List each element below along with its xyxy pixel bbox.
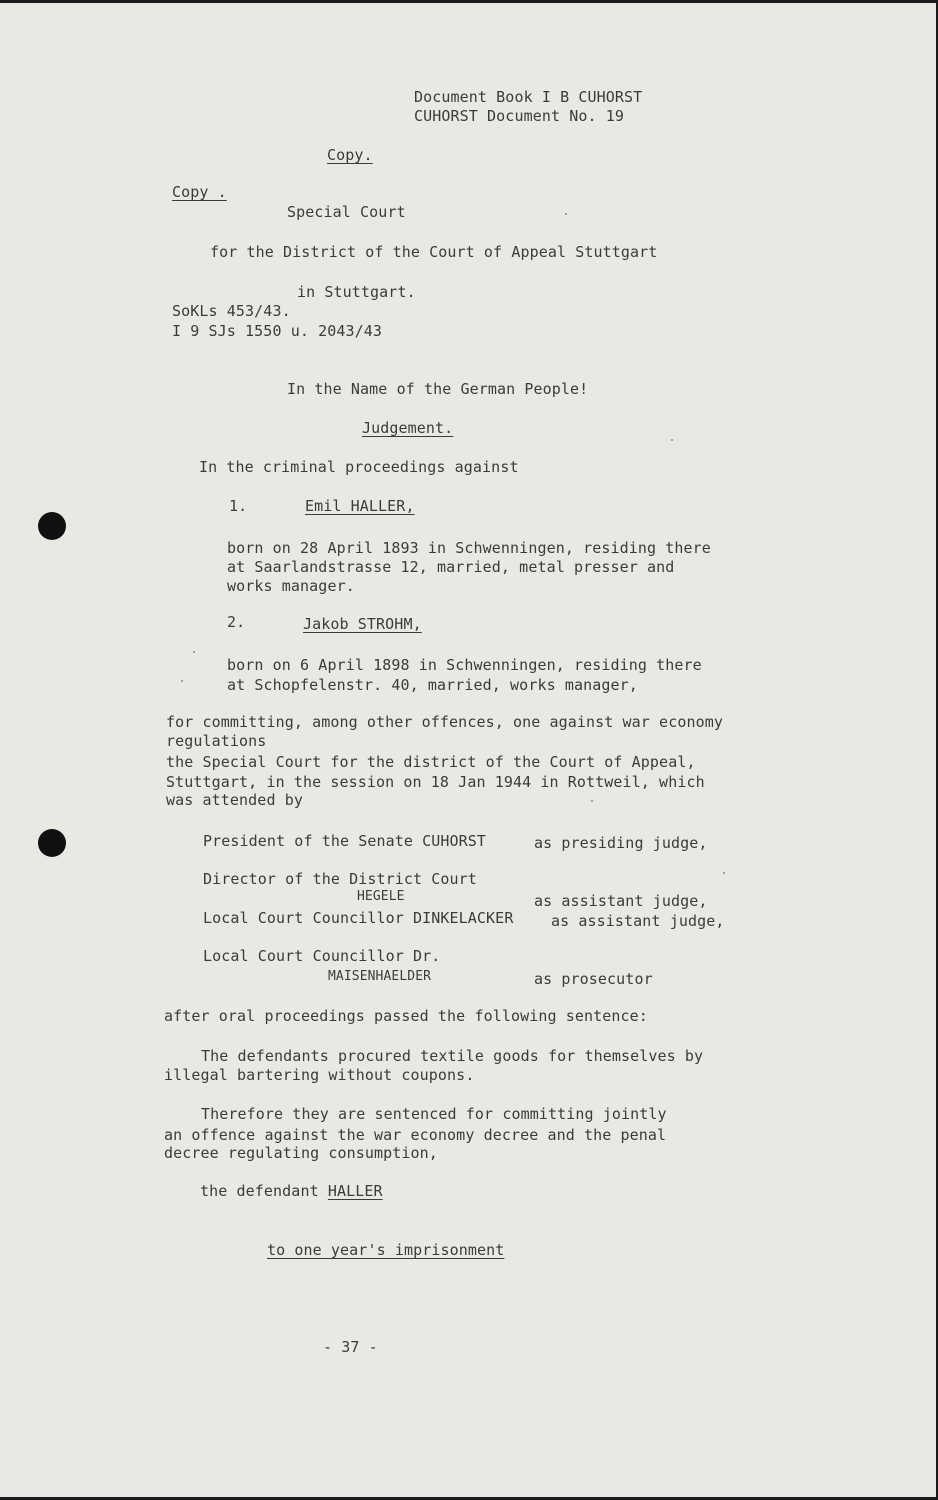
offence-text: was attended by (166, 791, 303, 809)
copy-heading: Copy. (327, 146, 373, 164)
verdict-defendant-name: HALLER (327, 1182, 383, 1200)
offence-text: regulations (166, 732, 267, 750)
punch-hole-top (38, 512, 66, 540)
councillor-1-role: as assistant judge, (551, 912, 725, 930)
councillor-2-name: MAISENHAELDER (328, 969, 432, 984)
councillor-1-name: Local Court Councillor DINKELACKER (203, 909, 514, 927)
ink-speck (723, 872, 725, 874)
punch-hole-bottom (38, 829, 66, 857)
defendant-1-number: 1. (229, 497, 248, 515)
court-location: in Stuttgart. (297, 283, 416, 301)
director-name: HEGELE (357, 889, 405, 904)
proceedings-intro: In the criminal proceedings against (199, 458, 519, 476)
finding-paragraph: The defendants procured textile goods for themselves by (201, 1047, 704, 1065)
defendant-1-name: Emil HALLER, (305, 497, 415, 515)
sentence-paragraph: an offence against the war economy decree and the penal (164, 1126, 667, 1144)
document-book-header: Document Book I B CUHORST (414, 88, 643, 106)
finding-paragraph: illegal bartering without coupons. (164, 1066, 475, 1084)
ink-speck (591, 800, 593, 802)
offence-text: the Special Court for the district of the Court of Appeal, (166, 753, 696, 771)
director-role: as assistant judge, (534, 892, 708, 910)
defendant-2-details: at Schopfelenstr. 40, married, works manager, (227, 676, 638, 694)
director-title: Director of the District Court (203, 870, 477, 888)
defendant-2-name: Jakob STROHM, (303, 615, 422, 633)
ink-speck (193, 651, 195, 653)
verdict-sentence: to one year's imprisonment (267, 1241, 505, 1259)
court-name: Special Court (287, 203, 406, 221)
councillor-2-title: Local Court Councillor Dr. (203, 947, 441, 965)
sentence-paragraph: Therefore they are sentenced for committing jointly (201, 1105, 667, 1123)
defendant-1-details: at Saarlandstrasse 12, married, metal presser and (227, 558, 675, 576)
defendant-2-number: 2. (227, 613, 246, 631)
councillor-2-role: as prosecutor (534, 970, 653, 988)
verdict-defendant (200, 1182, 383, 1200)
defendant-1-details: works manager. (227, 577, 355, 595)
sentence-intro: after oral proceedings passed the following sentence: (164, 1007, 648, 1025)
offence-text: for committing, among other offences, one against war economy (166, 713, 723, 731)
president-name: President of the Senate CUHORST (203, 832, 487, 850)
president-role: as presiding judge, (534, 834, 708, 852)
copy-stamp: Copy . (172, 183, 227, 201)
ink-speck (671, 439, 673, 441)
invocation: In the Name of the German People! (287, 380, 589, 398)
verdict-defendant-label: the defendant (200, 1182, 328, 1200)
defendant-2-details: born on 6 April 1898 in Schwenningen, residing there (227, 656, 702, 674)
ink-speck (181, 680, 183, 682)
case-reference: SoKLs 453/43. (172, 302, 291, 320)
court-district: for the District of the Court of Appeal Stuttgart (210, 243, 658, 261)
offence-text: Stuttgart, in the session on 18 Jan 1944 in Rottweil, which (166, 773, 705, 791)
defendant-1-details: born on 28 April 1893 in Schwenningen, residing there (227, 539, 711, 557)
page-number: - 37 - (323, 1338, 378, 1356)
judgement-title: Judgement. (362, 419, 454, 437)
document-page (0, 3, 936, 1497)
sentence-paragraph: decree regulating consumption, (164, 1144, 438, 1162)
ink-speck (565, 213, 567, 215)
document-number-header: CUHORST Document No. 19 (414, 107, 625, 125)
case-file-number: I 9 SJs 1550 u. 2043/43 (172, 322, 383, 340)
